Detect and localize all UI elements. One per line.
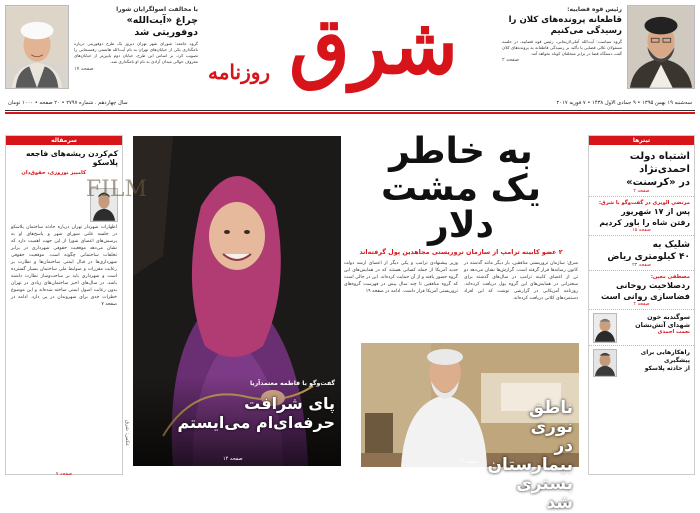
headline-item[interactable] <box>589 145 694 196</box>
right-teaser-kicker: رئیس قوه قضاییه: <box>567 6 622 13</box>
right-teaser-title: قاطعانه پرونده‌های کلان را رسیدگی می‌کنیم <box>508 15 622 36</box>
main-story[interactable] <box>344 133 578 343</box>
logo-prefix: روزنامه <box>208 60 271 84</box>
left-teaser-kicker: با مخالفت اصولگرایان شورا <box>116 6 198 13</box>
left-teaser-body: گروه جامعه: شورای شهر تهران دیروز یک طرح دوفوریتی درباره نامگذاری یکی از خیابان‌های تهران به نام آیت‌الله هاشمی رفسنجانی را تصویب کرد. بر اساس این طرح، خیابان دوم پایین‌تر از خیابان‌های معروف حوالی میدان آزادی به نام او نامگذاری شد. <box>74 41 198 64</box>
editorial-page: صفحه ۷ <box>55 472 73 477</box>
cover-caption: پای شرافت حرفه‌ای‌ام می‌ایستم <box>177 394 335 432</box>
headline-page: صفحه ۲ <box>633 302 650 307</box>
headline-title: شلیک به ۴۰ کیلومتری ریاض <box>607 240 690 262</box>
headline-page: صفحه ۲ <box>633 189 650 194</box>
main-body-left: وزیر پیشنهادی ترامپ و یکی دیگر از اعضای ارشد دولت جدید آمریکا از جمله کسانی هستند که در همایش‌های این گروه حضور یافته و از آن حمایت کرده‌اند. این در حالی است که گروه منافقین تا چند سال پیش در فهرست گروه‌های تروریستی آمریکا قرار داشت. ادامه در صفحه ۱۹ <box>344 261 458 294</box>
dateline: سه‌شنبه ۱۹ بهمن ۱۳۹۵ • ۹ جمادی الاول ۱۴۳۸ • ۷ فوریه ۲۰۱۷ <box>556 100 692 106</box>
editorial-author: کامبیز نوروزی، حقوق‌دان <box>21 170 86 176</box>
right-teaser-page: صفحه ۲ <box>502 57 519 63</box>
masthead-logo <box>202 0 498 100</box>
logo-wordmark: شرق <box>289 1 458 92</box>
portrait-image <box>6 6 68 88</box>
headline-item[interactable] <box>589 310 694 345</box>
headlines-label: تیترها <box>589 136 694 145</box>
header-rule <box>5 110 695 111</box>
headline-item[interactable] <box>589 197 694 235</box>
svg-text:FILM: FILM <box>85 177 147 202</box>
issue-line: سال چهاردهم . شماره ۲۷۹۷ • ۲۰ صفحه • ۱۰۰۰ تومان <box>8 100 128 106</box>
headline-title: ردصلاحیت روحانی فضاسازی روانی است <box>600 280 690 301</box>
photo-credit: عکس: شرق <box>124 420 130 447</box>
left-teaser-page: صفحه ۱۷ <box>74 66 94 72</box>
editorial-label: سرمقاله <box>6 136 122 145</box>
columnist-photo <box>593 313 617 343</box>
headline-title: راهکارهایی برای پیشگیری از حادثه پلاسکو <box>640 349 690 372</box>
cover-caption-kicker: گفت‌وگو با فاطمه معتمدآریا <box>249 380 335 387</box>
headlines-column[interactable] <box>588 135 695 475</box>
headline-title: اشتباه دولت احمدی‌نژاد در «کرسنت» <box>626 151 690 188</box>
header-accent-rule <box>5 112 695 114</box>
headline-kicker: مصطفی معین: <box>650 274 690 280</box>
columnist-photo <box>593 349 617 377</box>
editorial-title: کم‌کردن ریشه‌های فاجعه پلاسکو <box>26 149 118 167</box>
editorial-body: اظهارات شهردار تهران درباره حادثه ساختمان پلاسکو در جلسه علنی شورای شهر و پاسخ‌های او به پرسش‌های اعضای شورا از این جهت اهمیت دارد که نشان می‌دهد موقعیت حقوقی شهرداری در برابر تخلفات ساختمانی چگونه است. موقعیت حقوقی شهرداری‌ها در قبال ایمنی ساختمان‌ها و نظارت بر رعایت مقررات و ضوابط ملی ساختمان بسیار گسترده است و شهرداری باید بر ساخت‌وساز نظارت داشته باشد. در سال‌های اخیر ساختمان‌های زیادی در تهران بدون رعایت اصول ایمنی ساخته شده‌اند و این موضوع خطرات جدی برای شهروندان در پی دارد. ادامه در صفحه ۷ <box>11 225 117 307</box>
portrait-photo-left <box>5 5 69 89</box>
portrait-photo-right <box>627 5 695 89</box>
nategh-nouri-photo[interactable] <box>361 343 579 513</box>
left-teaser[interactable] <box>74 6 198 86</box>
portrait-image <box>628 6 694 88</box>
cover-photo-page: صفحه ۱۴ <box>223 456 243 462</box>
headline-item[interactable] <box>589 271 694 309</box>
right-teaser-body: گروه سیاست: آیت‌الله آملی‌لاریجانی، رئیس قوه قضاییه، در جلسه مسئولان عالی قضایی با تأکید بر رسیدگی قاطعانه به پرونده‌های کلان گفت دستگاه قضا در برابر متخلفان کوتاه نخواهد آمد. <box>502 39 622 56</box>
headline-item[interactable] <box>589 346 694 379</box>
nategh-nouri-caption: ناطق نوری در بیمارستان بستری شد <box>487 398 573 513</box>
headline-page: صفحه ۱۵ <box>632 228 651 233</box>
left-teaser-title: چراغ «آیت‌الله» دوفوریتی شد <box>126 15 198 38</box>
nategh-nouri-page: صفحه ۳ <box>461 459 478 465</box>
headline-author: نعمت احمدی <box>657 329 690 335</box>
headline-page: صفحه ۲۳ <box>632 263 651 268</box>
main-lede: ۲ عضو کابینه ترامپ از سازمان تروریستی مجاهدین پول گرفته‌اند <box>359 248 563 256</box>
main-headline: به خاطر یک مشت دلار <box>381 131 541 246</box>
headline-title: سوگندبه خون شهدای آتش‌نشان <box>635 313 690 329</box>
headline-title: پس از ۱۷ شهریور رفتن شاه را باور کردیم <box>599 207 690 227</box>
right-teaser[interactable] <box>502 6 622 86</box>
headline-kicker: مرتضی الویری در گفت‌وگو با شرق: <box>598 200 690 206</box>
headline-item[interactable] <box>589 236 694 270</box>
main-body-right: شرق: سازمان تروریستی منافقین، بار دیگر مانند گذشته در کانون رسانه‌ها قرار گرفته است. گزارش‌ها نشان می‌دهد دو تن از اعضای کابینه ترامپ در سال‌های گذشته برای سخنرانی در همایش‌های این گروه پول دریافت کرده‌اند. روزنامه آمریکایی در گزارشی نوشت که این افراد دستمزدهای کلانی دریافت کرده‌اند. <box>464 261 578 301</box>
